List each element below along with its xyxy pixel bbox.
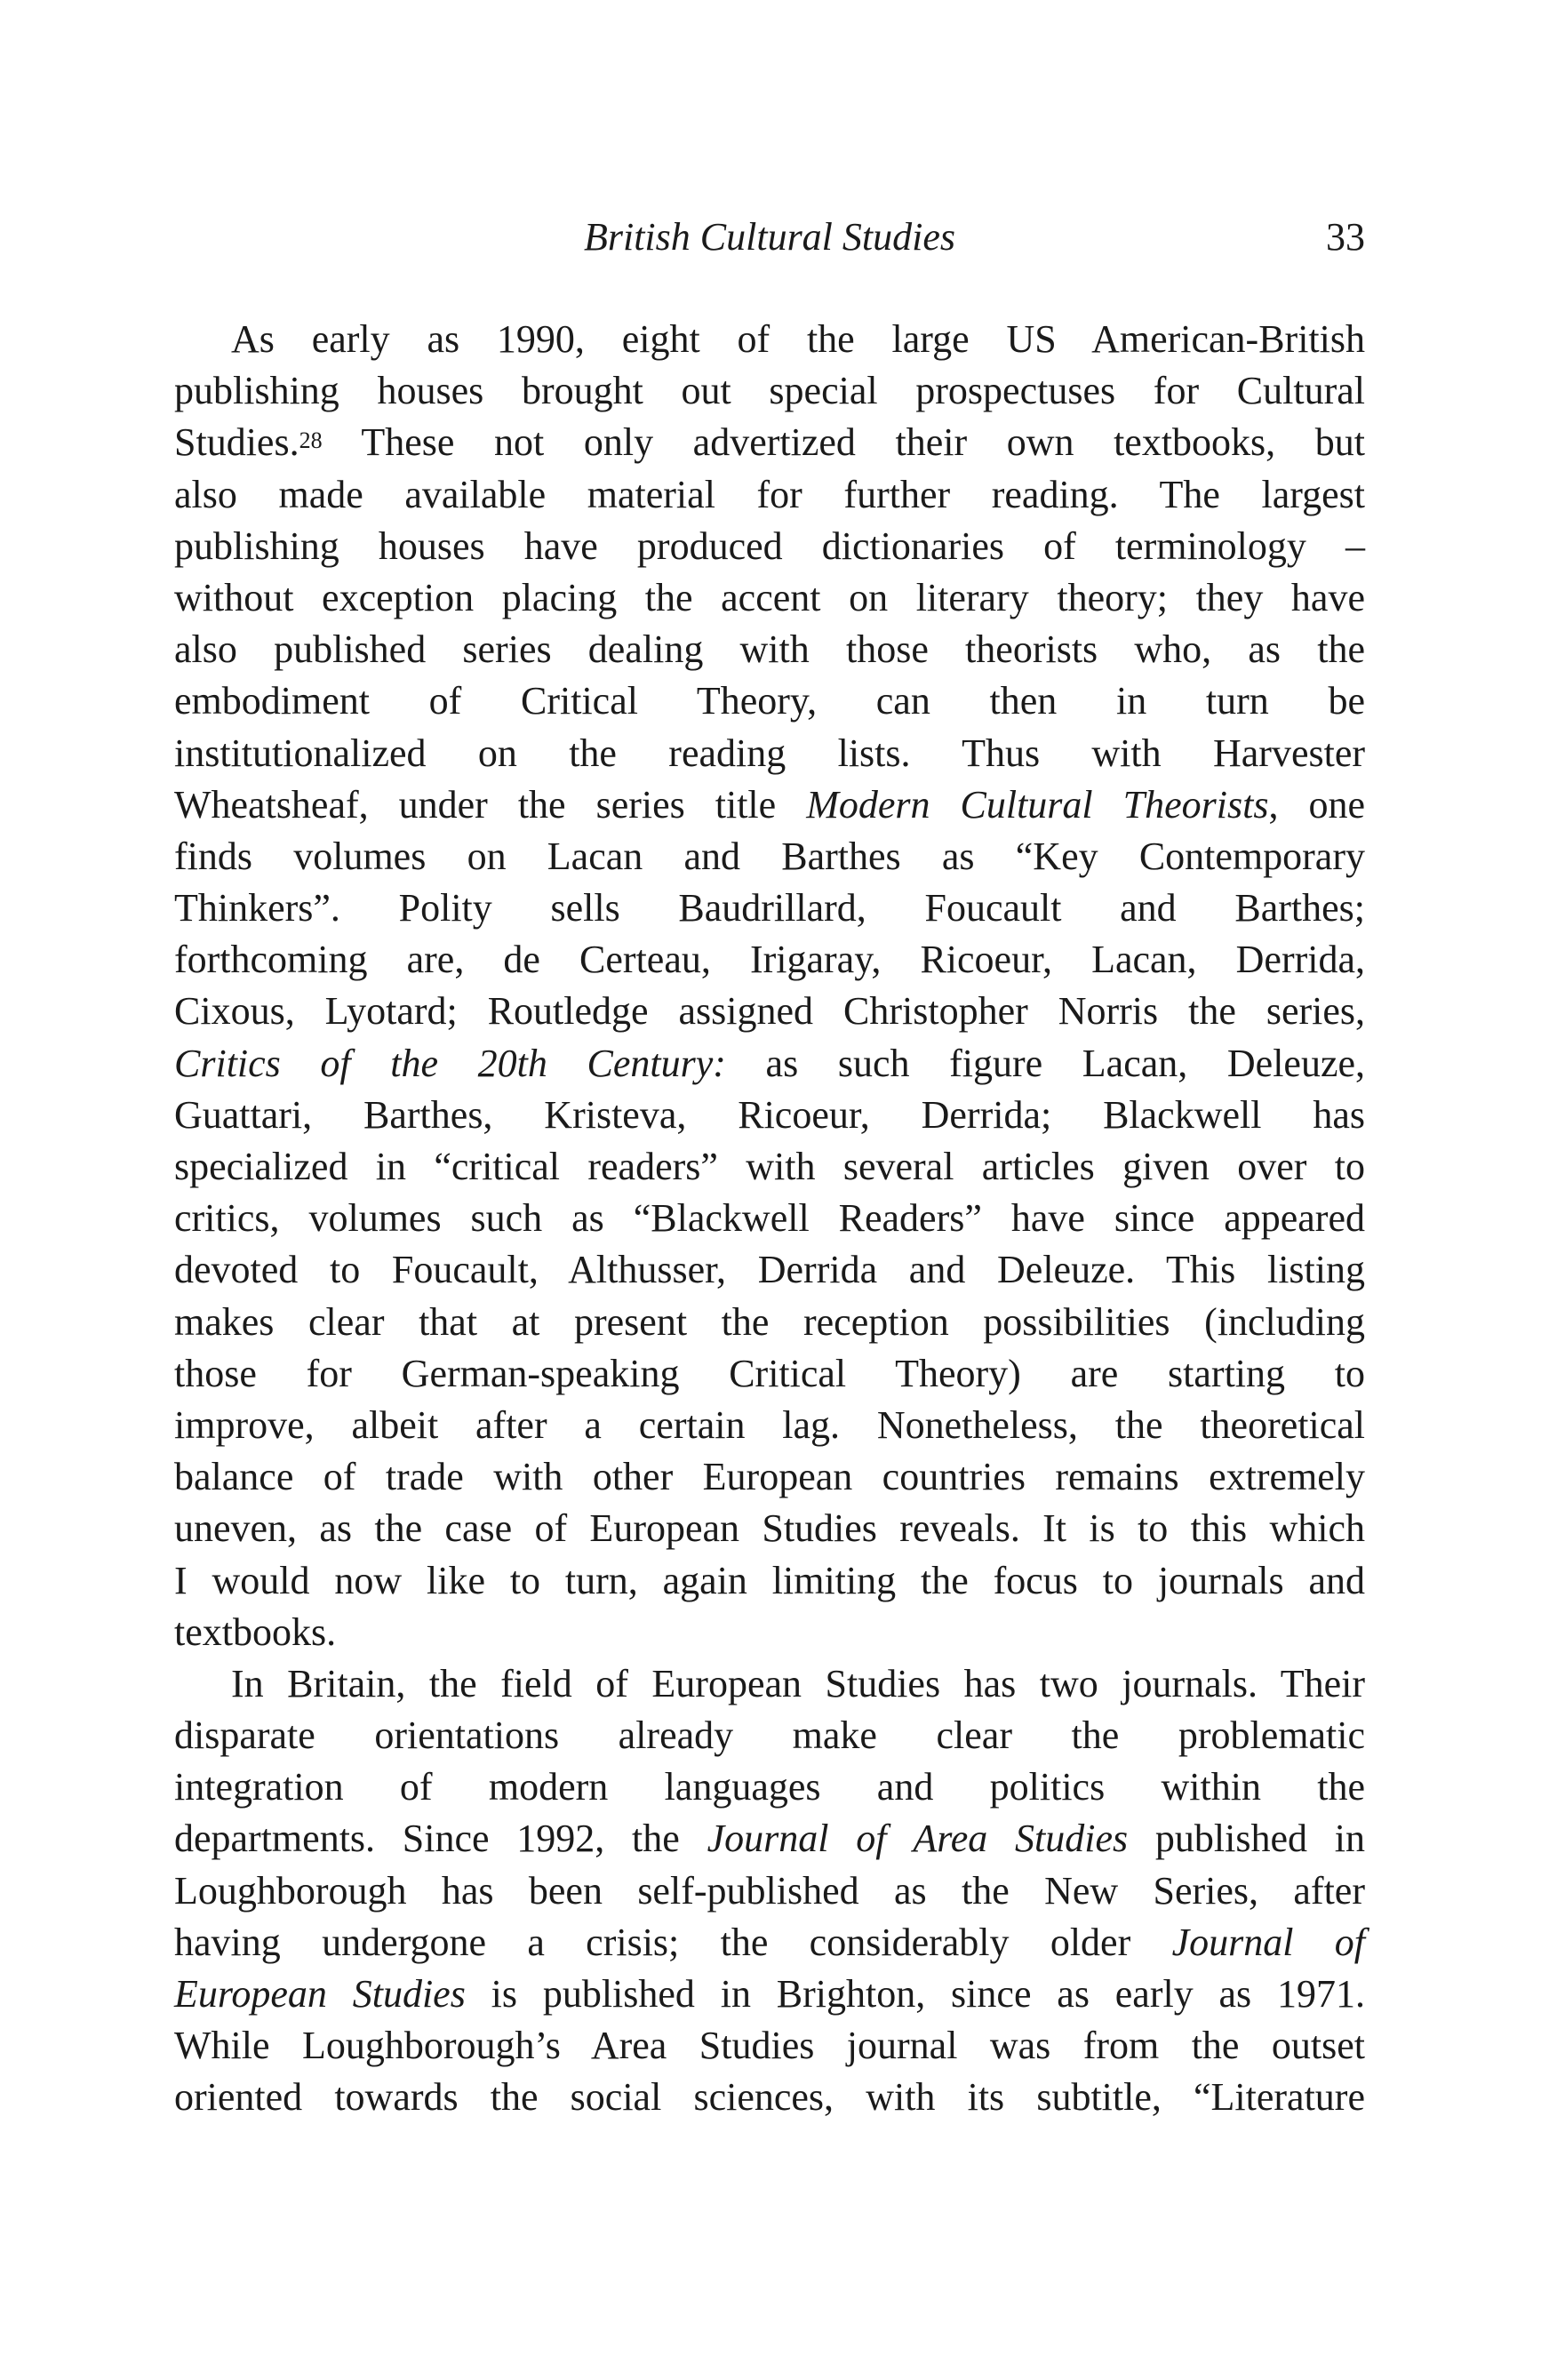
text-line (174, 728, 1365, 779)
text-segment: finds volumes on Lacan and Barthes as “Key Contemporary (174, 834, 1365, 878)
text-segment: Loughborough has been self-published as the New Series, after (174, 1868, 1365, 1913)
text-segment: In Britain, the field of European Studies has two journals. Their (231, 1661, 1365, 1705)
text-segment: departments. Since 1992, the (174, 1817, 707, 1861)
italic-title-text: Journal of (1171, 1920, 1365, 1964)
text-segment: devoted to Foucault, Althusser, Derrida and Deleuze. This listing (174, 1248, 1365, 1292)
text-segment: Thinkers”. Polity sells Baudrillard, Foucault and Barthes; (174, 886, 1365, 930)
text-line (174, 1865, 1365, 1917)
italic-title-text: Modern Cultural Theorists (806, 782, 1269, 827)
text-segment: I would now like to turn, again limiting the focus to journals and (174, 1558, 1365, 1602)
text-line (174, 2072, 1365, 2123)
text-line (174, 883, 1365, 934)
text-segment: balance of trade with other European countries remains extremely (174, 1455, 1365, 1499)
text-line (174, 1038, 1365, 1090)
text-line (174, 469, 1365, 521)
text-line (174, 1297, 1365, 1348)
text-segment: specialized in “critical readers” with several articles given over to (174, 1145, 1365, 1188)
text-segment: textbooks. (174, 1609, 337, 1654)
text-segment: Guattari, Barthes, Kristeva, Ricoeur, Derrida; Blackwell has (174, 1092, 1365, 1137)
text-line (174, 1761, 1365, 1813)
text-segment: uneven, as the case of European Studies reveals. It is to this which (174, 1506, 1365, 1551)
text-segment: without exception placing the accent on literary theory; they have (174, 575, 1365, 619)
text-line (174, 675, 1365, 727)
text-segment: , one (1268, 782, 1365, 827)
text-line (174, 2020, 1365, 2072)
text-segment: as such figure Lacan, Deleuze, (725, 1041, 1366, 1085)
italic-title-text: European Studies (174, 1972, 466, 2016)
italic-title-text: Critics of the 20th Century: (174, 1041, 726, 1085)
text-segment: Cixous, Lyotard; Routledge assigned Christopher Norris the series, (174, 989, 1365, 1034)
text-segment: forthcoming are, de Certeau, Irigaray, Ricoeur, Lacan, Derrida, (174, 938, 1365, 982)
running-head (174, 206, 1365, 268)
text-segment: disparate orientations already make clear the problematic (174, 1713, 1365, 1758)
text-line (174, 1244, 1365, 1296)
text-line (174, 624, 1365, 675)
text-line (174, 417, 1365, 468)
text-segment: As early as 1990, eight of the large US American-British (231, 317, 1365, 361)
text-line (174, 1348, 1365, 1400)
text-line (174, 521, 1365, 572)
text-line (174, 365, 1365, 417)
text-line (174, 779, 1365, 831)
text-segment: critics, volumes such as “Blackwell Readers” have since appeared (174, 1196, 1365, 1241)
italic-title-text: Journal of Area Studies (707, 1817, 1129, 1861)
text-segment: institutionalized on the reading lists. Thus with Harvester (174, 731, 1365, 775)
text-segment: also published series dealing with those theorists who, as the (174, 627, 1365, 672)
text-line (174, 1555, 1365, 1607)
text-segment: publishing houses have produced dictionaries of terminology – (174, 523, 1365, 568)
text-line (174, 1658, 1365, 1710)
body-text (174, 314, 1365, 2124)
text-line (174, 1917, 1365, 1969)
text-line (174, 1141, 1365, 1193)
text-line (174, 1193, 1365, 1244)
footnote-reference: 28 (299, 427, 323, 454)
text-line (174, 314, 1365, 365)
text-line (174, 986, 1365, 1037)
text-segment: published in (1128, 1817, 1365, 1861)
text-segment: is published in Brighton, since as early as 1971. (465, 1972, 1365, 2016)
text-segment: having undergone a crisis; the considerably older (174, 1920, 1172, 1964)
text-segment: Studies. (174, 420, 299, 465)
running-title: British Cultural Studies (583, 215, 956, 259)
text-line (174, 1400, 1365, 1451)
text-line (174, 1813, 1365, 1865)
text-line (174, 831, 1365, 883)
text-segment: those for German-speaking Critical Theory) are starting to (174, 1351, 1365, 1395)
text-line (174, 1969, 1365, 2020)
text-line (174, 1451, 1365, 1503)
text-line (174, 572, 1365, 624)
text-segment: While Loughborough’s Area Studies journal was from the outset (174, 2024, 1365, 2068)
text-segment: embodiment of Critical Theory, can then in turn be (174, 679, 1365, 723)
text-segment: makes clear that at present the reception possibilities (including (174, 1299, 1365, 1344)
page-number: 33 (1326, 215, 1365, 259)
text-segment: improve, albeit after a certain lag. Nonetheless, the theoretical (174, 1402, 1365, 1447)
text-line (174, 934, 1365, 986)
text-line (174, 1503, 1365, 1554)
text-segment: integration of modern languages and politics within the (174, 1765, 1365, 1809)
text-line (174, 1607, 1365, 1658)
text-segment: These not only advertized their own textbooks, but (322, 420, 1365, 465)
text-line (174, 1090, 1365, 1141)
text-line (174, 1710, 1365, 1761)
text-segment: oriented towards the social sciences, with its subtitle, “Literature (174, 2075, 1365, 2120)
text-segment: publishing houses brought out special prospectuses for Cultural (174, 369, 1365, 413)
text-segment: also made available material for further reading. The largest (174, 472, 1365, 516)
text-segment: Wheatsheaf, under the series title (174, 782, 807, 827)
